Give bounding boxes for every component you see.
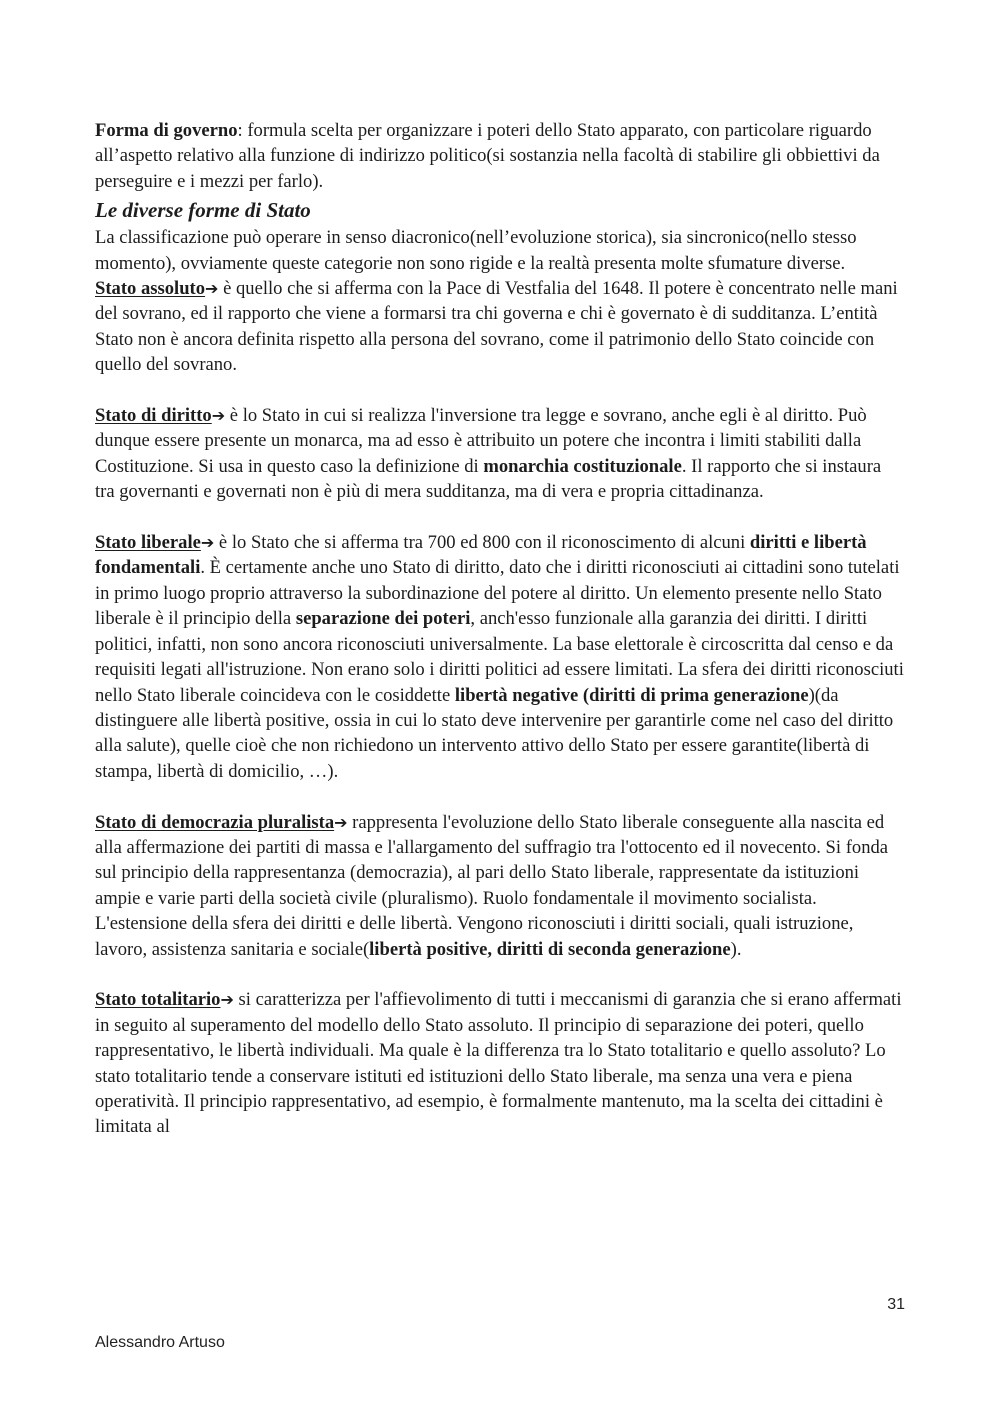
intro-paragraph [95, 118, 905, 194]
stato-di-diritto-term: Stato di diritto [95, 405, 212, 427]
section-heading: Le diverse forme di Stato [95, 198, 311, 223]
intro-term: Forma di governo [95, 120, 238, 141]
stato-assoluto-paragraph [95, 276, 905, 378]
arrow-icon: ➔ [205, 279, 219, 299]
stato-liberale-text: è lo Stato che si afferma tra 700 ed 800 con il riconoscimento di alcuni [214, 532, 750, 554]
stato-totalitario-text: si caratterizza per l'affievolimento di tutti i meccanismi di garanzia che si erano affermati in seguito al superamento del modello dello Stato assoluto. Il principio di separazione dei poteri, quello rappresentativo, le libertà individuali. Ma quale è la differenza tra lo Stato totalitario e quello assoluto? Lo stato totalitario tende a conservare istituti ed istituzioni dello Stato liberale, ma senza una vera e piena operatività. Il principio rappresentativo, ad esempio, è formalmente mantenuto, ma la scelta dei cittadini è limitata al [95, 989, 902, 1138]
stato-di-diritto-paragraph [95, 403, 905, 505]
stato-democrazia-bold: libertà positive, diritti di seconda generazione [369, 938, 731, 960]
classification-paragraph: La classificazione può operare in senso diacronico(nell’evoluzione storica), sia sincronico(nello stesso momento), ovviamente queste categorie non sono rigide e la realtà presenta molte sfumature diverse. [95, 227, 857, 274]
stato-liberale-bold: diritti e libertà fondamentali [95, 532, 867, 579]
stato-di-diritto-bold: monarchia costituzionale [483, 455, 682, 477]
stato-liberale-term: Stato liberale [95, 532, 201, 554]
stato-democrazia-paragraph [95, 810, 905, 962]
stato-liberale-text: )(da distinguere alle libertà positive, ossia in cui lo stato deve intervenire per garantirle come nel caso del diritto alla salute), quelle cioè che non richiedono un intervento attivo dello Stato per essere garantite(libertà di stampa, libertà di domicilio, …). [95, 684, 894, 782]
stato-assoluto-term: Stato assoluto [95, 278, 206, 300]
stato-liberale-text: , anch'esso funzionale alla garanzia dei diritti. I diritti politici, infatti, non sono ancora riconosciuti universalmente. La base elettorale è circoscritta dal censo e da requisiti legati all'istruzione. Non erano solo i diritti politici ad essere limitati. La sfera dei diritti riconosciuti nello Stato liberale coincideva con le cosiddette [95, 608, 904, 706]
paragraph-gap [95, 378, 905, 403]
stato-democrazia-text: ). [730, 938, 742, 960]
stato-liberale-bold: separazione dei poteri [295, 608, 471, 630]
stato-democrazia-term: Stato di democrazia pluralista [95, 811, 335, 833]
arrow-icon: ➔ [200, 533, 215, 553]
page-body [95, 118, 905, 1140]
stato-assoluto-text: è quello che si afferma con la Pace di Vestfalia del 1648. Il potere è concentrato nelle mani del sovrano, ed il rapporto che viene a formarsi tra chi governa e chi è governato è di sudditanza. L’entità Stato non è ancora definita rispetto alla persona del sovrano, come il patrimonio dello Stato coincide con quello del sovrano. [95, 278, 898, 376]
stato-totalitario-paragraph [95, 987, 905, 1139]
stato-totalitario-term: Stato totalitario [95, 989, 221, 1011]
stato-liberale-bold: libertà negative (diritti di prima generazione [454, 684, 809, 706]
arrow-icon: ➔ [211, 406, 226, 426]
stato-democrazia-text: rappresenta l'evoluzione dello Stato liberale conseguente alla nascita ed alla affermazione dei partiti di massa e l'allargamento del suffragio tra l'ottocento ed il novecento. Si fonda sul principio della rappresentanza (democrazia), al pari dello Stato liberale, rappresentate da istituzioni ampie e varie parti della società civile (pluralismo). Ruolo fondamentale il movimento socialista. L'estensione della sfera dei diritti e delle libertà. Vengono riconosciuti i diritti sociali, quali istruzione, lavoro, assistenza sanitaria e sociale( [95, 811, 889, 960]
paragraph-gap [95, 505, 905, 530]
stato-liberale-text: . È certamente anche uno Stato di diritto, dato che i diritti riconosciuti ai cittadini sono tutelati in primo luogo proprio attraverso la subordinazione del potere al diritto. Un elemento presente nello Stato liberale è il principio della [95, 557, 900, 630]
page-number: 31 [887, 1296, 905, 1313]
stato-di-diritto-text: è lo Stato in cui si realizza l'inversione tra legge e sovrano, anche egli è al diritto. Può dunque essere presente un monarca, ma ad esso è attribuito un potere che incontra i limiti stabiliti dalla Costituzione. Si usa in questo caso la definizione di [95, 405, 867, 477]
stato-liberale-paragraph [95, 530, 905, 784]
paragraph-gap [95, 784, 905, 809]
stato-di-diritto-text: . Il rapporto che si instaura tra governanti e governati non è più di mera sudditanza, ma di vera e propria cittadinanza. [95, 455, 882, 503]
arrow-icon: ➔ [220, 990, 234, 1010]
arrow-icon: ➔ [334, 812, 348, 832]
paragraph-gap [95, 962, 905, 987]
author-footer: Alessandro Artuso [95, 1334, 225, 1351]
intro-text: : formula scelta per organizzare i poteri dello Stato apparato, con particolare riguardo all’aspetto relativo alla funzione di indirizzo politico(si sostanzia nella facoltà di stabilire gli obbiettivi da perseguire e i mezzi per farlo). [95, 120, 880, 192]
